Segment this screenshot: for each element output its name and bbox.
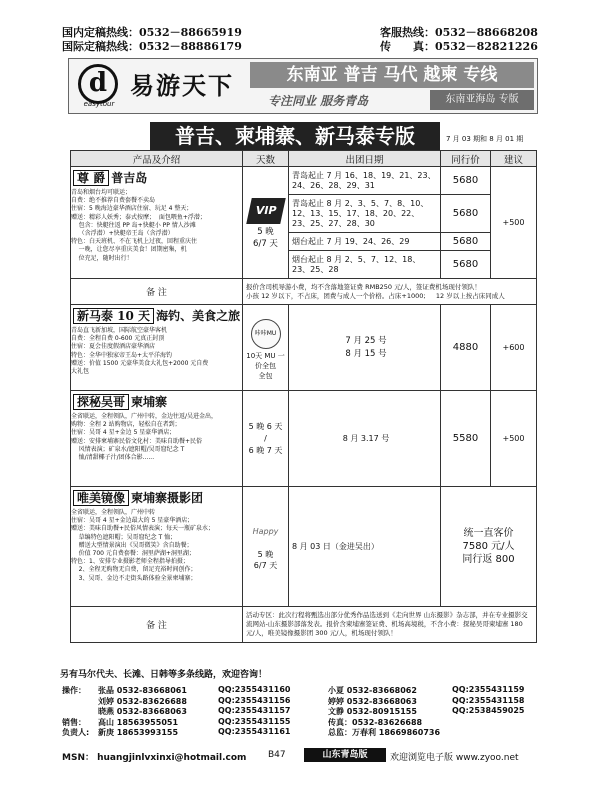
suggest-cell: +500 xyxy=(491,167,537,279)
publication-badge: 山东青岛版 xyxy=(304,748,386,762)
contact-phone: 总监：万春利 18669860736 xyxy=(328,728,441,737)
desc-line: 包含：快艇往返 PP 岛+快艇小 PP 情人沙滩 xyxy=(71,221,196,229)
product-tag: 唯美镜像 xyxy=(73,490,129,506)
col-header: 出团日期 xyxy=(289,151,441,167)
label: 国际定稿热线： xyxy=(62,40,139,53)
desc-line: 特色：全华中独家帝王岛+太平洋海钓 xyxy=(71,351,173,359)
date-cell: 8 月 3.17 号 xyxy=(289,391,441,487)
date-cell: 烟台起止 8 月 2、5、7、12、18、 23、25、28 xyxy=(289,251,441,279)
desc-line: 赠送：美味自助餐+民俗风情表演；每天一瓶矿泉水； xyxy=(71,525,215,533)
product-title xyxy=(73,393,242,410)
contact-phone: 高山 18563955051 xyxy=(98,717,179,727)
table-header-row xyxy=(71,151,537,167)
desc-line: 风情表演；矿泉水/遮阳帽/吴哥窟纪念 T xyxy=(71,445,185,453)
desc-line: 青岛和烟台均可联运； xyxy=(71,189,132,196)
contact-phone: 晓燕 0532-83668063 xyxy=(98,707,187,716)
desc-line: 特色：白天班机、不在飞机上过夜，回程重庆住 xyxy=(71,238,198,246)
contact-row xyxy=(62,706,542,717)
col-header: 建议 xyxy=(491,151,537,167)
value: 0532－88668208 xyxy=(435,26,538,39)
price-cell: 4880 xyxy=(441,305,491,391)
page-number: B47 xyxy=(268,750,286,760)
contact-qq: QQ:2355431160 xyxy=(218,685,291,694)
days-cell xyxy=(243,487,289,607)
note-label: 备 注 xyxy=(71,279,243,305)
product-tag: 新马泰 10 天 xyxy=(73,308,154,324)
price-cell: 5680 xyxy=(441,195,491,233)
value: 0532－88886179 xyxy=(139,40,242,53)
section-tag: 东南亚海岛 专版 xyxy=(430,90,534,110)
col-header: 天数 xyxy=(243,151,289,167)
label: 国内定稿热线： xyxy=(62,26,139,39)
contact-row xyxy=(62,727,542,738)
contact-qq: QQ:2538459025 xyxy=(452,706,525,715)
price-cell: 5680 xyxy=(441,167,491,195)
desc-line: 赠送：精彩人妖秀；泰式按摩； 面包喂鱼+浮潜； xyxy=(71,213,206,221)
date-cell: 8 月 03 日（金进吴出） xyxy=(289,487,441,607)
date-cell: 青岛起止 8 月 2、3、5、7、8、10、 12、13、15、17、18、20、22、 23、25、27、28、30 xyxy=(289,195,441,233)
contact-qq: QQ:2355431161 xyxy=(218,727,291,736)
contact-role: 操作： xyxy=(62,686,86,695)
destinations-bar: 东南亚 普吉 马代 越柬 专线 xyxy=(250,62,534,88)
desc-line: 价值 700 元自费套餐：洞里萨湖+洞里湖； xyxy=(71,550,195,558)
days-text: 5 晚 6/7 天 xyxy=(253,226,278,249)
desc-line: 全省联运，全程领队，广州中转，金边往返/吴进金出， xyxy=(71,413,218,420)
contact-phone: 婷婷 0532-83668063 xyxy=(328,696,417,706)
days-cell xyxy=(243,167,289,279)
product-desc xyxy=(71,327,242,376)
desc-line: 3、吴哥、金边不走街头路体验全景柬埔寨； xyxy=(71,574,197,582)
date-cell: 青岛起止 7 月 16、18、19、21、23、 24、26、28、29、31 xyxy=(289,167,441,195)
desc-line: 特色：1、安排专业摄影老师全程指导拍摄； xyxy=(71,558,189,566)
date-cell: 7 月 25 号 8 月 15 号 xyxy=(289,305,441,391)
desc-line: 住宿：夏会佳度假酒店豪华酒店 xyxy=(71,343,156,351)
fax-line xyxy=(380,38,538,54)
note-text: 报价含司机导游小费，均不含落地签证费 RMB250 元/人，签证费机场现付领队！ 小孩 12 岁以下，不占床，团费与成人一个价格。占床+1000; 12 岁以上按占床同成人 xyxy=(243,279,537,305)
desc-line: 赠送：价值 1500 元豪华美食大礼包+2000 元自费 xyxy=(71,359,209,367)
col-header: 产品及介绍 xyxy=(71,151,243,167)
product-name: 普吉岛 xyxy=(111,171,148,185)
table-row xyxy=(71,391,537,487)
desc-line: 一晚，让您尽享重庆美食！团期密集，机 xyxy=(71,246,187,254)
days-cell: 5 晚 6 天 / 6 晚 7 天 xyxy=(243,391,289,487)
desc-line: 青岛直飞新加坡，国际航空豪华客机 xyxy=(71,327,168,334)
contact-role: 销售： xyxy=(62,717,86,727)
desc-line: 自费：全程自费 0-600 元真正封顶 xyxy=(71,335,165,343)
desc-line: 位充足，随时出行！ xyxy=(71,254,133,262)
product-intro xyxy=(71,487,243,607)
desc-line: 购物：全程 2 站购物店，轻松自在者到； xyxy=(71,421,181,429)
product-tag: 探秘吴哥 xyxy=(73,394,129,410)
price-cell: 统一直客价 7580 元/人 同行返 800 xyxy=(441,487,537,607)
desc-line: 赠送：安排柬埔寨民俗文化村：美味自助餐+民俗 xyxy=(71,437,203,445)
desc-line: 自费：绝不推荐自费套餐不卖岛 xyxy=(71,197,156,205)
product-tag: 尊 爵 xyxy=(73,170,109,186)
logo-name: 易游天下 xyxy=(130,71,234,100)
price-cell: 5580 xyxy=(441,391,491,487)
contact-role: 负责人: xyxy=(62,728,90,737)
contact-phone: 刘婷 0532-83626688 xyxy=(98,696,187,706)
price-cell: 5680 xyxy=(441,233,491,251)
desc-line: 2、全程无购物无自费，留足充裕时间创作； xyxy=(71,566,197,574)
note-row xyxy=(71,279,537,305)
product-intro xyxy=(71,167,243,279)
table-row xyxy=(71,305,537,391)
contact-qq: QQ:2355431158 xyxy=(452,695,525,705)
page-title: 普吉、柬埔寨、新马泰专版 xyxy=(150,122,440,150)
days-cell xyxy=(243,305,289,391)
note-label: 备 注 xyxy=(71,607,243,643)
desc-line: 住宿：5 晚海边豪华酒店住宿、玩足 4 整天； xyxy=(71,205,193,213)
vip-badge-icon: VIP xyxy=(246,198,286,224)
contact-qq: QQ:2355431155 xyxy=(218,716,291,726)
contact-phone: 文静 0532-80915155 xyxy=(328,707,417,716)
msn-contact: MSN： huangjinlvxinxi@hotmail.com xyxy=(62,753,247,763)
contact-phone: 传真：0532-83626688 xyxy=(328,717,423,727)
product-desc xyxy=(71,509,242,583)
desc-line: 恤/清甜椰子汁/团体合影...... xyxy=(71,454,155,462)
contact-phone: 张晶 0532-83668061 xyxy=(98,686,187,695)
contact-qq: QQ:2355431157 xyxy=(218,706,291,715)
desc-line: 全省联运，全程领队，广州中转 xyxy=(71,509,156,516)
product-title xyxy=(73,169,242,186)
contact-qq: QQ:2355431159 xyxy=(452,685,525,694)
contact-role xyxy=(62,706,98,717)
product-title xyxy=(73,307,242,324)
label: 传 真： xyxy=(380,40,435,53)
contact-phone: 新庚 18653993155 xyxy=(98,728,179,737)
publication-note: 欢迎浏览电子版 www.zyoo.net xyxy=(390,753,519,763)
product-name: 柬埔寨 xyxy=(131,395,168,409)
date-cell: 烟台起止 7 月 19、24、26、29 xyxy=(289,233,441,251)
desc-line: 大礼包 xyxy=(71,368,90,376)
suggest-cell: +600 xyxy=(491,305,537,391)
product-table xyxy=(70,150,537,643)
desc-line: （含浮潜）+快艇帝王岛（含浮潜） xyxy=(71,230,174,238)
price-cell: 5680 xyxy=(441,251,491,279)
logo-subtext: easytour xyxy=(83,100,115,108)
suggest-cell: +500 xyxy=(491,391,537,487)
table-row xyxy=(71,487,537,607)
contact-row xyxy=(62,685,542,696)
logo-icon: d xyxy=(78,64,118,104)
product-name: 海钓、美食之旅 xyxy=(156,309,241,323)
slogan: 专注同业 服务青岛 xyxy=(268,94,369,108)
desc-line: 草编特色遮阳帽；吴哥窟纪念 T 恤； xyxy=(71,533,177,541)
desc-line: 住宿：吴哥 4 星+金边最大的 5 星豪华酒店； xyxy=(71,517,194,525)
col-header: 同行价 xyxy=(441,151,491,167)
product-name: 柬埔寨摄影团 xyxy=(131,491,204,505)
days-text: 10天 MU 一 价全包 全包 xyxy=(246,351,285,380)
cartoon-face-icon: 咔咔MU xyxy=(251,319,281,349)
footer-line: 另有马尔代夫、长滩、日韩等多条线路，欢迎咨询！ xyxy=(60,670,268,680)
contact-role xyxy=(62,696,98,707)
happy-balloon-icon: Happy xyxy=(252,526,279,536)
contacts xyxy=(62,685,542,738)
contact-phone: 小夏 0532-83668062 xyxy=(328,686,417,695)
product-intro xyxy=(71,305,243,391)
value: 0532－88665919 xyxy=(139,26,242,39)
contact-qq: QQ:2355431156 xyxy=(218,695,291,705)
note-text: 活动专区：此次行程将甄选出部分优秀作品选送到《走向世界 山东摄影》杂志部，并在专业摄影交流网站-山东摄影部落发表。报价含柬埔寨签证费、机场高境税，不含小费：探秘吴哥柬埔寨 180 元/人，唯美镜像摄影团 300 元/人，机场现付领队！ xyxy=(243,607,537,643)
note-row xyxy=(71,607,537,643)
table-row xyxy=(71,167,537,195)
issue-dates: 7 月 03 期和 8 月 01 期 xyxy=(446,135,524,143)
contact-row xyxy=(62,696,542,707)
international-hotline xyxy=(62,38,242,54)
label: 客服热线： xyxy=(380,26,435,39)
product-title xyxy=(73,489,242,506)
desc-line: 住宿：吴哥 4 星+金边 5 星豪华酒店； xyxy=(71,429,176,437)
product-desc xyxy=(71,413,242,462)
contact-row xyxy=(62,717,542,728)
product-desc xyxy=(71,189,242,263)
value: 0532－82821226 xyxy=(435,40,538,53)
days-text: 5 晚 6/7 天 xyxy=(253,549,278,570)
product-intro xyxy=(71,391,243,487)
desc-line: 赠送大型情景演出《吴哥微笑》含自助餐； xyxy=(71,541,193,549)
